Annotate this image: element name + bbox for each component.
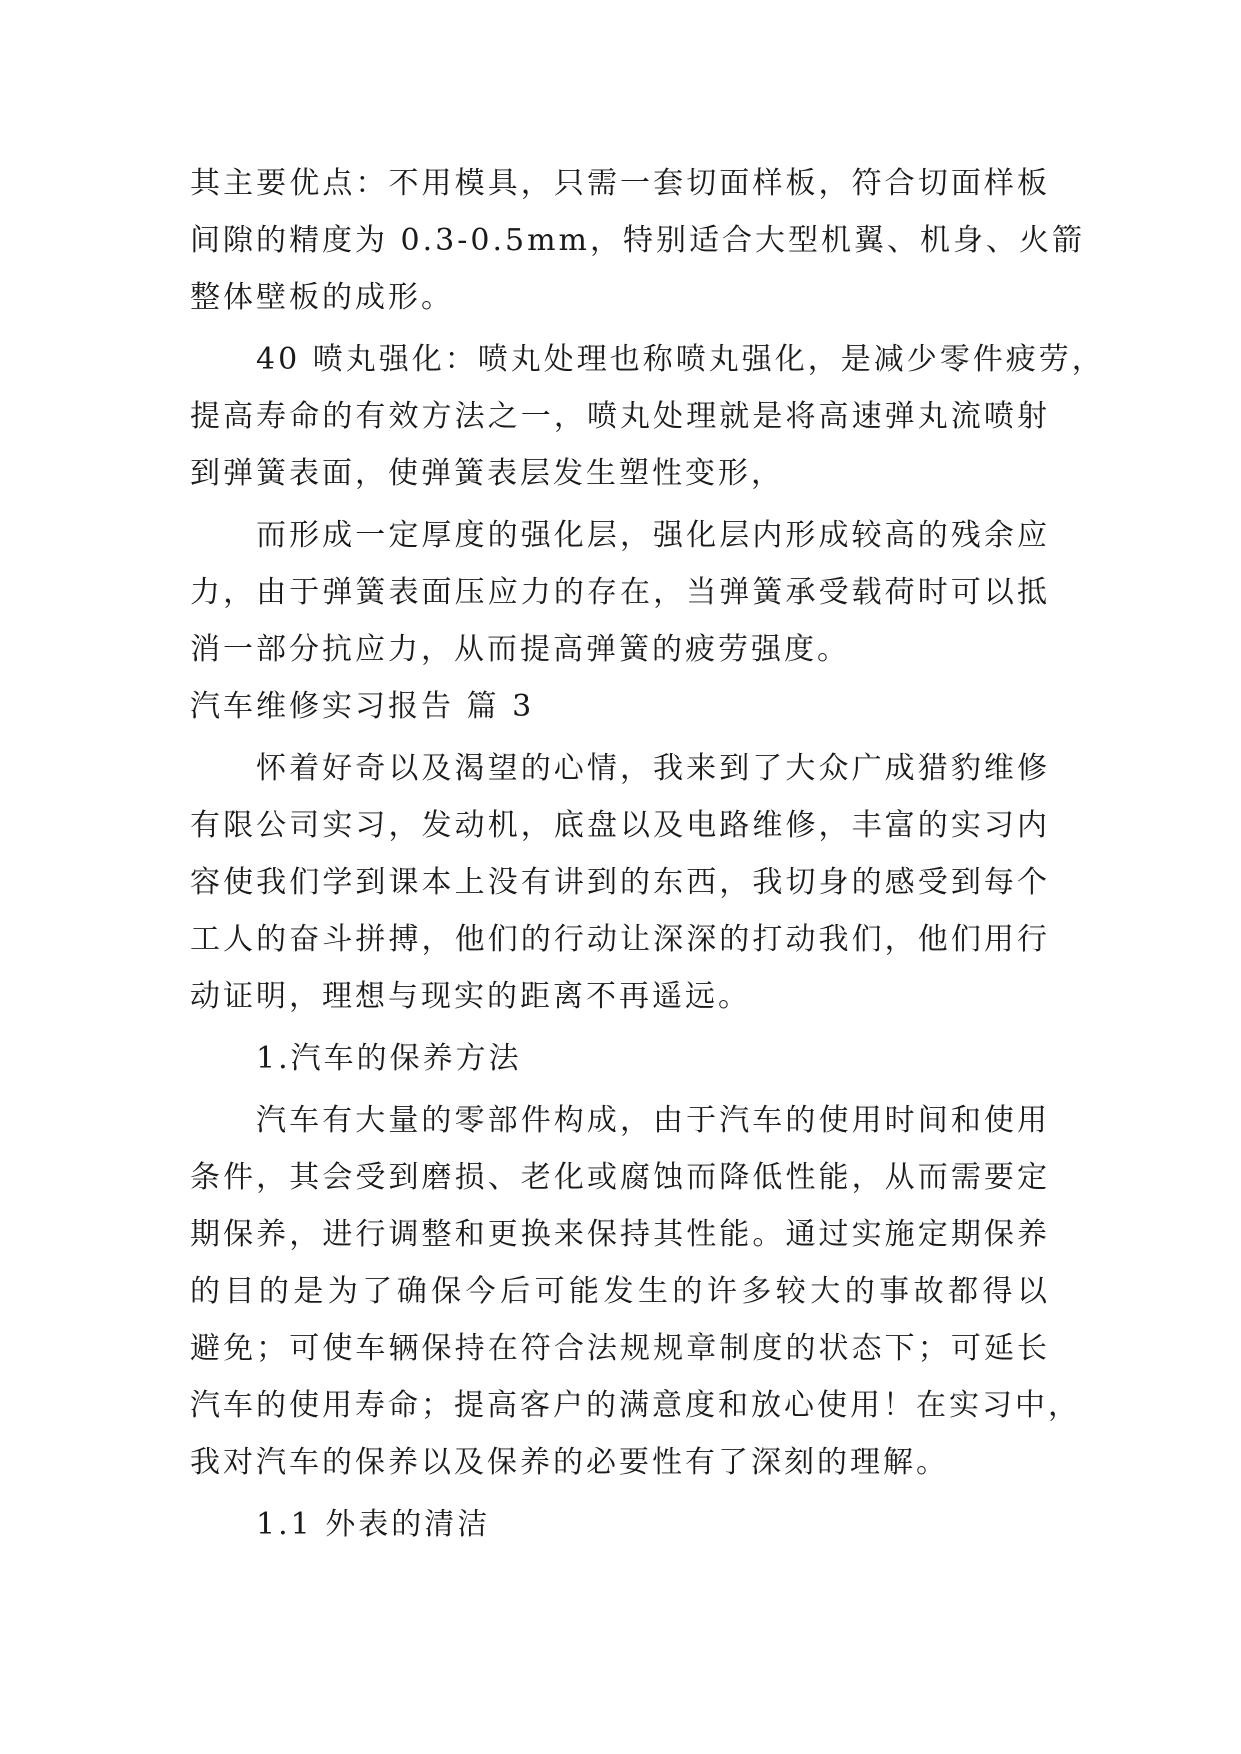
text-line: 汽车有大量的零部件构成，由于汽车的使用时间和使用 xyxy=(256,1103,1050,1138)
text-line: 消一部分抗应力，从而提高弹簧的疲劳强度。 xyxy=(190,632,850,667)
text-line: 期保养，进行调整和更换来保持其性能。通过实施定期保养 xyxy=(190,1217,1050,1252)
text-line: 力，由于弹簧表面压应力的存在，当弹簧承受载荷时可以抵 xyxy=(190,575,1050,610)
paragraph-advantages xyxy=(190,155,1085,326)
text-line: 提高寿命的有效方法之一，喷丸处理就是将高速弹丸流喷射 xyxy=(190,399,1050,434)
subsection-title: 1.汽车的保养方法 xyxy=(256,1041,522,1076)
text-line: 条件，其会受到磨损、老化或腐蚀而降低性能，从而需要定 xyxy=(190,1160,1050,1195)
text-line: 避免；可使车辆保持在符合法规规章制度的状态下；可延长 xyxy=(190,1331,1050,1366)
text-line: 整体壁板的成形。 xyxy=(190,280,454,315)
subsection-heading-maintenance xyxy=(190,1030,1050,1087)
paragraph-internship-intro xyxy=(190,740,1050,1025)
text-line: 到弹簧表面，使弹簧表层发生塑性变形， xyxy=(190,456,784,491)
section-heading xyxy=(190,678,1050,735)
subsection-heading-exterior-cleaning xyxy=(190,1496,1050,1553)
paragraph-maintenance xyxy=(190,1092,1081,1491)
text-line: 容使我们学到课本上没有讲到的东西，我切身的感受到每个 xyxy=(190,865,1050,900)
text-line: 40 喷丸强化：喷丸处理也称喷丸强化，是减少零件疲劳， xyxy=(256,342,1105,377)
text-line: 汽车的使用寿命；提高客户的满意度和放心使用！在实习中， xyxy=(190,1388,1081,1423)
text-line: 工人的奋斗拼搏，他们的行动让深深的打动我们，他们用行 xyxy=(190,922,1050,957)
text-line: 有限公司实习，发动机，底盘以及电路维修，丰富的实习内 xyxy=(190,808,1050,843)
paragraph-strengthening-layer xyxy=(190,507,1050,678)
text-line: 怀着好奇以及渴望的心情，我来到了大众广成猎豹维修 xyxy=(256,751,1050,786)
paragraph-shot-peening xyxy=(190,331,1105,502)
text-line: 间隙的精度为 0.3-0.5mm，特别适合大型机翼、机身、火箭 xyxy=(190,223,1085,258)
heading-text: 汽车维修实习报告 篇 3 xyxy=(190,689,535,724)
document-page xyxy=(190,155,1105,1553)
text-line: 而形成一定厚度的强化层，强化层内形成较高的残余应 xyxy=(256,518,1050,553)
text-line: 我对汽车的保养以及保养的必要性有了深刻的理解。 xyxy=(190,1445,949,1480)
text-line: 的目的是为了确保今后可能发生的许多较大的事故都得以 xyxy=(190,1274,1050,1309)
text-line: 其主要优点：不用模具，只需一套切面样板，符合切面样板 xyxy=(190,166,1050,201)
subsection-title: 1.1 外表的清洁 xyxy=(256,1507,491,1542)
text-line: 动证明，理想与现实的距离不再遥远。 xyxy=(190,979,751,1014)
